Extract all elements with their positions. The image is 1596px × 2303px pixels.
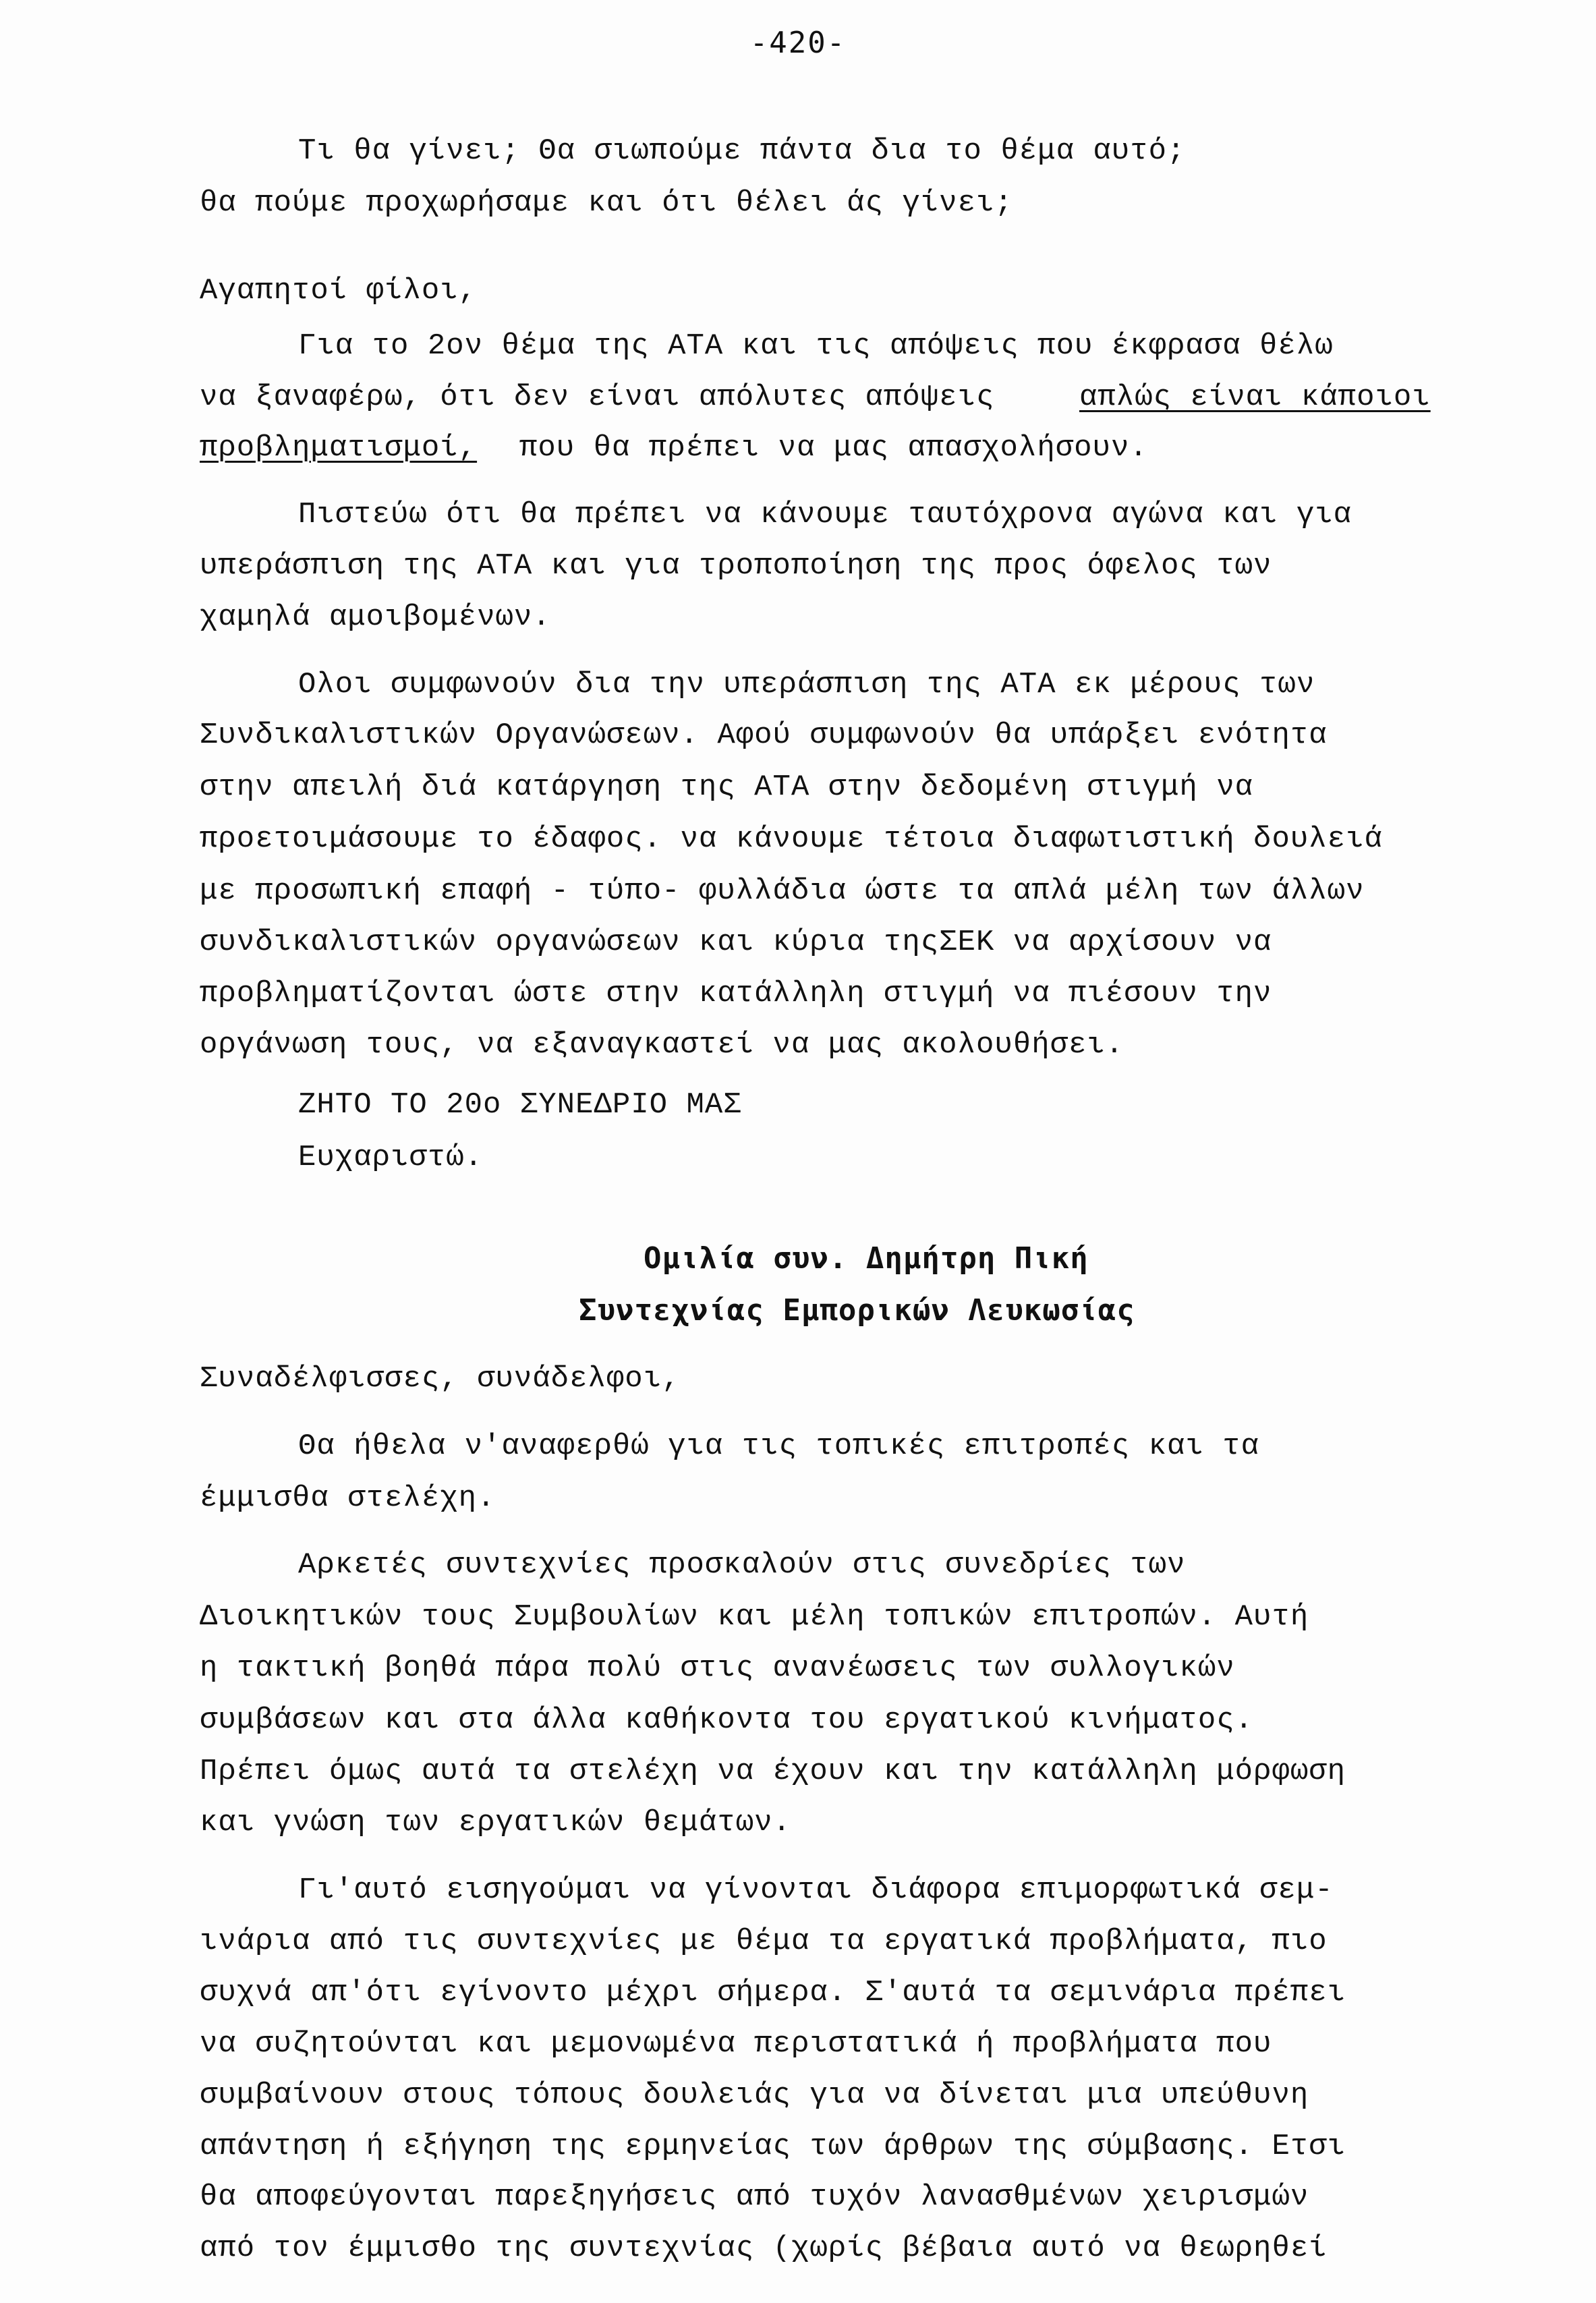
page-number: -420- [749,26,847,60]
text-line: προβληματίζονται ώστε στην κατάλληλη στιγμή να πιέσουν την [200,977,1272,1011]
text-line: και γνώση των εργατικών θεμάτων. [200,1806,791,1840]
text-line: Θα ήθελα ν'αναφερθώ για τις τοπικές επιτροπές και τα [298,1429,1260,1463]
text-line: Συνδικαλιστικών Οργανώσεων. Αφού συμφωνούν θα υπάρξει ενότητα [200,718,1328,752]
text-line: συνδικαλιστικών οργανώσεων και κύρια τηςΣΕΚ να αρχίσουν να [200,926,1272,959]
text-line: απάντηση ή εξήγηση της ερμηνείας των άρθρων της σύμβασης. Ετσι [200,2130,1346,2163]
text-line: από τον έμμισθο της συντεχνίας (χωρίς βέβαια αυτό να θεωρηθεί [200,2231,1328,2265]
text-line: Πρέπει όμως αυτά τα στελέχη να έχουν και την κατάλληλη μόρφωση [200,1755,1346,1788]
text-line: συμβαίνουν στους τόπους δουλειάς για να δίνεται μια υπεύθυνη [200,2078,1309,2112]
text-line: Τι θα γίνει; Θα σιωπούμε πάντα δια το θέμα αυτό; [298,134,1186,168]
text-line: Αρκετές συντεχνίες προσκαλούν στις συνεδρίες των [298,1548,1186,1582]
text-line: με προσωπική επαφή - τύπο- φυλλάδια ώστε τα απλά μέλη των άλλων [200,874,1365,908]
text-line: να ξαναφέρω, ότι δεν είναι απόλυτες απόψεις [200,380,995,414]
text-line: θα πούμε προχωρήσαμε και ότι θέλει άς γίνει; [200,186,1013,220]
text-line: οργάνωση τους, να εξαναγκαστεί να μας ακολουθήσει. [200,1028,1124,1062]
text-line: υπεράσπιση της ΑΤΑ και για τροποποίηση της προς όφελος των [200,549,1272,583]
speech-heading: Ομιλία συν. Δημήτρη Πική [644,1241,1089,1276]
text-line: ΖΗΤΟ ΤΟ 20ο ΣΥΝΕΔΡΙΟ ΜΑΣ [298,1088,742,1122]
text-line: Πιστεύω ότι θα πρέπει να κάνουμε ταυτόχρονα αγώνα και για [298,498,1352,532]
text-line: έμμισθα στελέχη. [200,1481,496,1515]
text-line: Συναδέλφισσες, συνάδελφοι, [200,1362,681,1396]
text-line: χαμηλά αμοιβομένων. [200,600,551,634]
text-line: Γι'αυτό εισηγούμαι να γίνονται διάφορα επιμορφωτικά σεμ- [298,1873,1334,1907]
underlined-text: προβληματισμοί, [200,431,478,465]
text-line: θα αποφεύγονται παρεξηγήσεις από τυχόν λανασθμένων χειρισμών [200,2180,1309,2214]
text-line: Αγαπητοί φίλοι, [200,274,478,308]
text-line: συχνά απ'ότι εγίνοντο μέχρι σήμερα. Σ'αυτά τα σεμινάρια πρέπει [200,1976,1346,2010]
text-line: Ολοι συμφωνούν δια την υπεράσπιση της ΑΤΑ εκ μέρους των [298,668,1315,702]
text-line: Ευχαριστώ. [298,1141,484,1174]
text-line: ινάρια από τις συντεχνίες με θέμα τα εργατικά προβλήματα, πιο [200,1925,1328,1958]
text-line: Για το 2ον θέμα της ΑΤΑ και τις απόψεις που έκφρασα θέλω [298,329,1334,363]
text-line: συμβάσεων και στα άλλα καθήκοντα του εργατικού κινήματος. [200,1703,1254,1737]
text-line: να συζητούνται και μεμονωμένα περιστατικά ή προβλήματα που [200,2027,1272,2061]
text-line: που θα πρέπει να μας απασχολήσουν. [519,431,1148,465]
text-line: στην απειλή διά κατάργηση της ΑΤΑ στην δεδομένη στιγμή να [200,770,1254,804]
speech-subheading: Συντεχνίας Εμπορικών Λευκωσίας [579,1293,1135,1328]
text-line: η τακτική βοηθά πάρα πολύ στις ανανέωσεις των συλλογικών [200,1651,1235,1685]
text-line: Διοικητικών τους Συμβουλίων και μέλη τοπικών επιτροπών. Αυτή [200,1600,1309,1634]
underlined-text: απλώς είναι κάποιοι [1079,380,1431,414]
text-line: προετοιμάσουμε το έδαφος. να κάνουμε τέτοια διαφωτιστική δουλειά [200,822,1383,856]
